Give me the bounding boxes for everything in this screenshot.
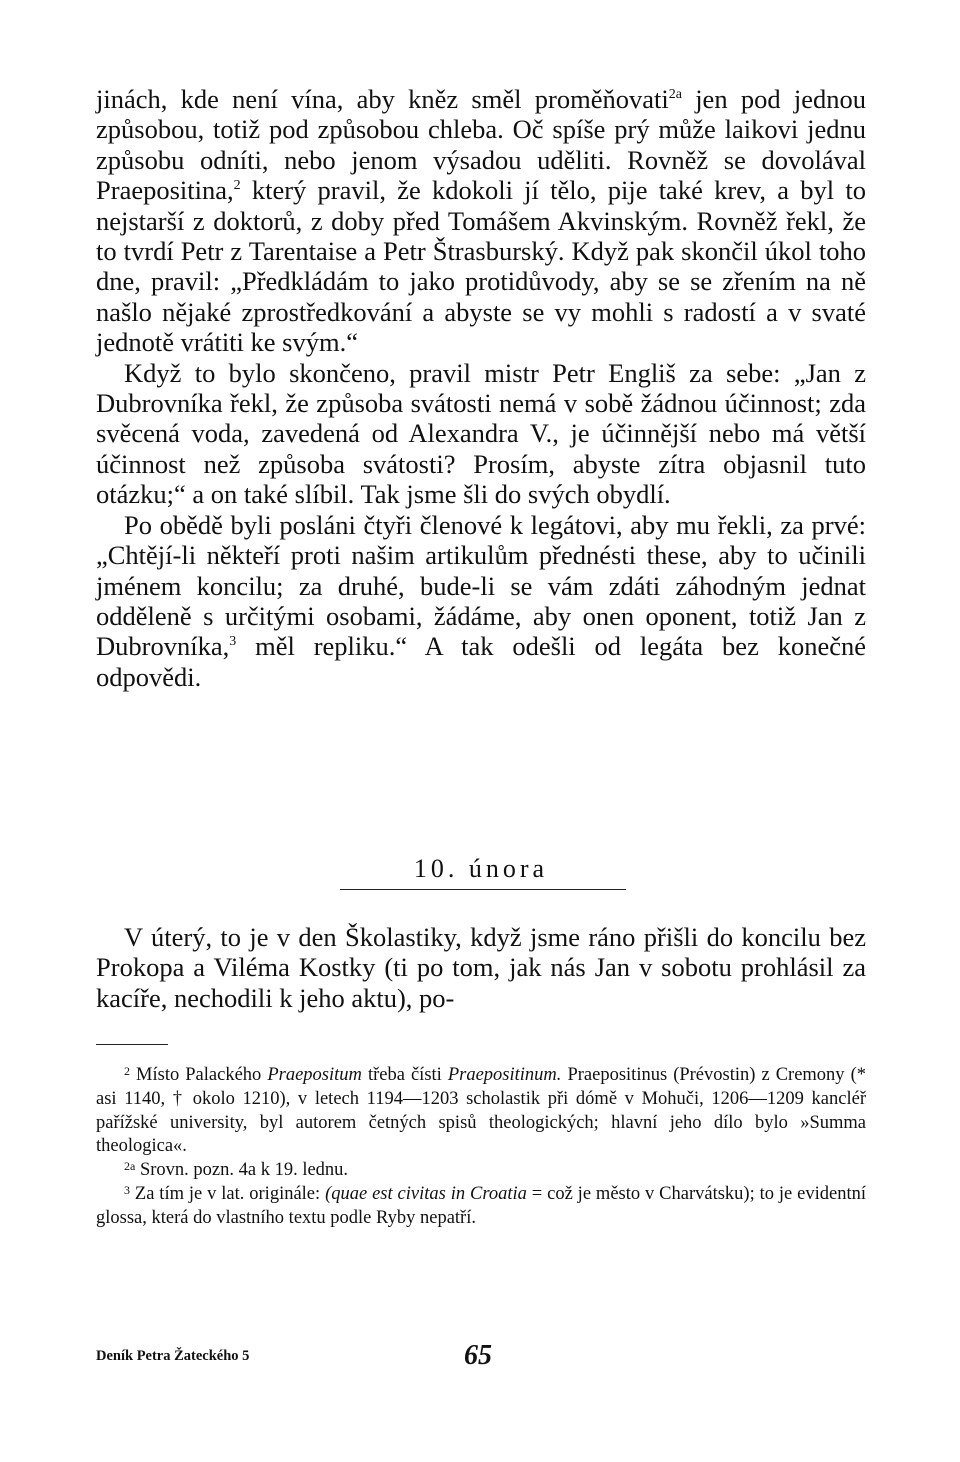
footnote-2-mark: 2 [124, 1064, 130, 1078]
footnote-ref-3: 3 [229, 634, 237, 650]
footnote-2-text-a: Místo Palackého [130, 1065, 268, 1085]
heading-rule [340, 889, 626, 890]
paragraph-3-text-b: měl repliku.“ A tak odešli od legáta bez konečné odpovědi. [96, 631, 866, 692]
footnote-2 [96, 1064, 866, 1159]
section-heading: 10. února [413, 854, 549, 883]
paragraph-1 [96, 84, 866, 358]
section-text [96, 922, 866, 1013]
paragraph-3-text-a: Po obědě byli posláni čtyři členové k legátovi, aby mu řekli, za prvé: „Chtějí-li někteří proti našim artikulům přednésti these, aby to učinili jménem koncilu; za druhé, bude-li se vám zdáti záhodným jednat odděleně s určitými osobami, žádáme, aby onen oponent, totiž Jan z Dubrovníka, [96, 509, 866, 662]
page-number: 65 [464, 1340, 492, 1371]
body-text [96, 84, 866, 692]
footnote-2a [96, 1159, 866, 1183]
footnote-3-text-b: = což je město v Charvátsku); to je evidentní glossa, která do vlastního textu podle Ryby nepatří. [96, 1183, 866, 1228]
section-paragraph-1: V úterý, to je v den Školastiky, když jsme ráno přišli do koncilu bez Prokopa a Viléma Kostky (ti po tom, jak nás Jan v sobotu prohlásil za kacíře, nechodili k jeho aktu), po- [96, 922, 866, 1013]
footer-source: Deník Petra Žateckého 5 [96, 1348, 250, 1364]
paragraph-3 [96, 510, 866, 692]
footnote-3-mark: 3 [124, 1182, 130, 1197]
paragraph-1-text-b: jen pod jednou způsobou, totiž pod způsobou chleba. Oč spíše prý může laikovi jednu způsobu odníti, nebo jenom výsadou uděliti. Rovněž se dovolával Praepositina, [96, 84, 866, 206]
footnote-3 [96, 1183, 866, 1231]
footnote-3-italic: (quae est civitas in Croatia [325, 1183, 527, 1204]
footnote-2-italic-1: Praepositum [267, 1065, 362, 1085]
page [96, 84, 867, 1371]
paragraph-1-text-a: jinách, kde není vína, aby kněz směl proměňovati [96, 84, 669, 114]
footnote-2a-text: Srovn. pozn. 4a k 19. lednu. [135, 1160, 349, 1181]
footnote-2-text-c: Praepositinus (Prévostin) z Cremony (* asi 1140, † okolo 1210), v letech 1194—1203 scholastik při dómě v Mohuči, 1206—1209 kancléř pařížské university, byl autorem četných spisů theologických; hlavní jeho dílo bylo »Summa theologica«. [96, 1065, 867, 1157]
footnote-2-text-b: třeba čísti [361, 1065, 448, 1085]
paragraph-1-text-c: který pravil, že kdokoli jí tělo, pije také krev, a byl to nejstarší z doktorů, z doby před Tomášem Akvinským. Rovněž řekl, že to tvrdí Petr z Tarentaise a Petr Štrasburský. Když pak skončil úkol toho dne, pravil: „Předkládám to jako protidůvody, aby se se zřením na ně našlo nějaké zprostředkování a abyste se vy mohli s radostí a v svaté jednotě vrátiti ke svým.“ [96, 175, 866, 358]
footnote-ref-2: 2 [233, 178, 241, 194]
footnote-3-text-a: Za tím je v lat. originále: [130, 1183, 326, 1204]
footnote-2a-mark: 2a [124, 1159, 136, 1174]
footnote-2-italic-2: Praepositinum. [447, 1065, 562, 1085]
footnote-rule [96, 1044, 168, 1045]
paragraph-2: Když to bylo skončeno, pravil mistr Petr Engliš za sebe: „Jan z Dubrovníka řekl, že způsoba svátosti nemá v sobě žádnou účinnost; zda svěcená voda, zavedená od Alexandra V., je účinnější nebo má větší účinnost než způsoba svátosti? Prosím, abyste zítra objasnil tuto otázku;“ a on také slíbil. Tak jsme šli do svých obydlí. [96, 357, 866, 510]
footnote-ref-2a: 2a [668, 87, 682, 102]
footnotes [96, 1064, 866, 1231]
